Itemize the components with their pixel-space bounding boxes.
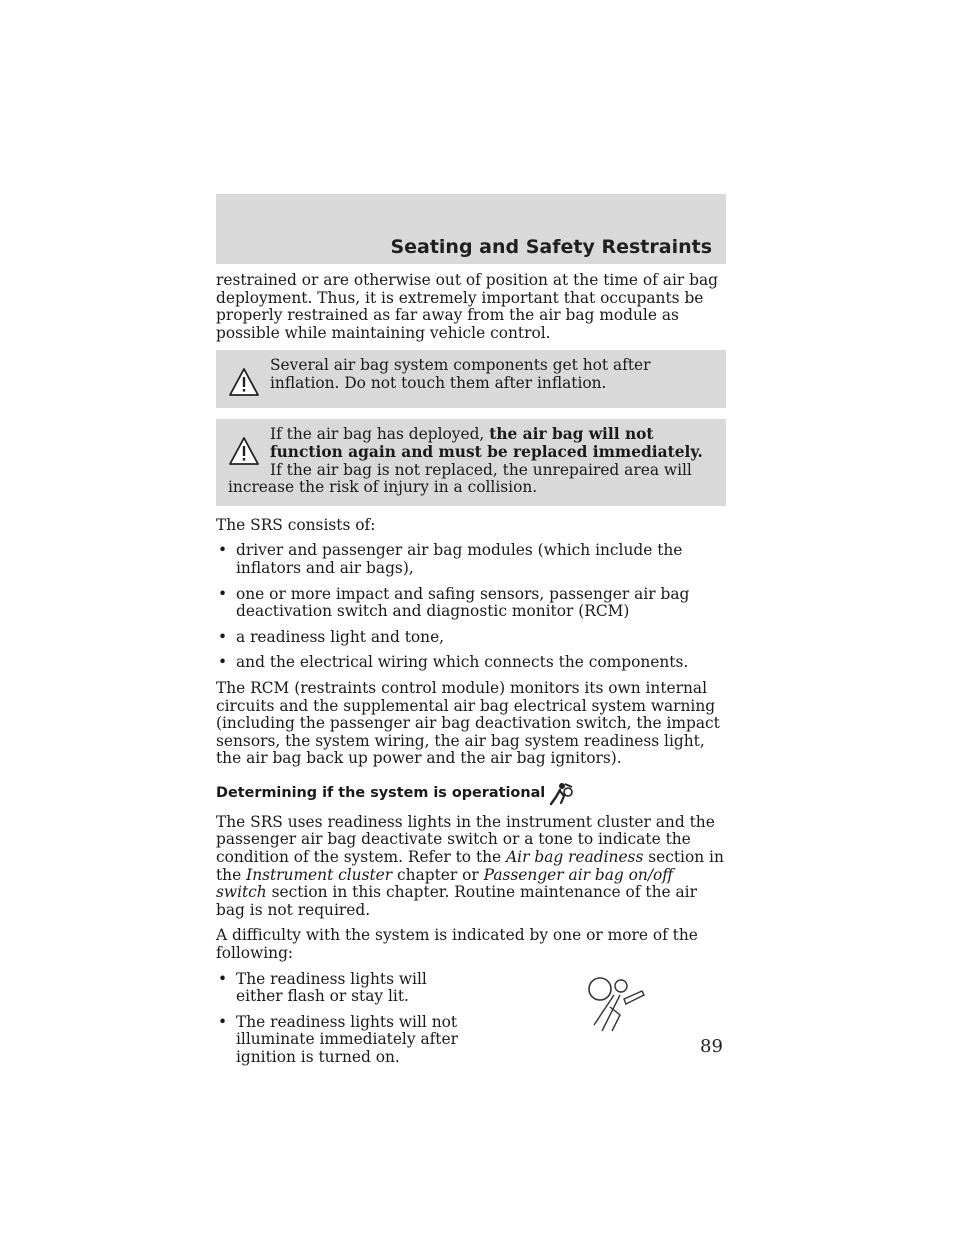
operational-paragraph [216, 814, 726, 920]
list-item: • and the electrical wiring which connects the components. [216, 654, 726, 672]
warning-triangle-icon [228, 436, 260, 466]
crossref-instrument-cluster: Instrument cluster [246, 865, 393, 884]
rcm-paragraph: The RCM (restraints control module) monitors its own internal circuits and the supplemental air bag electrical system warning (including the passenger air bag deactivation switch, the impact sensors, the system wiring, the air bag system readiness light, the air bag back up power and the air bag ignitors). [216, 678, 720, 768]
page-number: 89 [700, 1036, 723, 1057]
text-part: chapter or [392, 865, 484, 884]
airbag-illustration-icon [576, 975, 656, 1035]
warning-text-part: If the air bag has deployed, [270, 425, 490, 444]
warning-triangle-icon [228, 367, 260, 397]
crossref-passenger-switch: Passenger air bag on/off switch [216, 865, 674, 902]
text-part: section in the [216, 848, 724, 884]
srs-components-list [216, 542, 726, 672]
warning-box-hot-components [216, 350, 726, 408]
crossref-airbag-readiness: Air bag readiness [506, 848, 644, 867]
text-part: The SRS uses readiness lights in the instrument cluster and the passenger air bag deactivate switch or a tone to indicate the condition of the system. Refer to the [216, 812, 715, 867]
page-content [216, 272, 726, 1075]
list-item: • one or more impact and safing sensors, passenger air bag deactivation switch and diagnostic monitor (RCM) [216, 586, 726, 621]
difficulty-section [216, 971, 726, 1067]
section-heading [216, 782, 726, 806]
section-heading-text: Determining if the system is operational [216, 785, 546, 802]
list-item: • a readiness light and tone, [216, 629, 726, 647]
warning-text-part: If the air bag is not replaced, the unrepaired area will increase the risk of injury in a collision. [228, 460, 692, 497]
list-item: • The readiness lights will not illuminate immediately after ignition is turned on. [216, 1014, 466, 1067]
airbag-icon [548, 782, 574, 806]
list-item: • driver and passenger air bag modules (which include the inflators and air bags), [216, 542, 726, 577]
warning-box-deployed [216, 419, 726, 505]
srs-intro: The SRS consists of: [216, 515, 376, 534]
warning-text-deployed [228, 426, 716, 496]
chapter-header [216, 194, 726, 264]
warning-text-bold: the air bag will not function again and must be replaced immediately. [270, 425, 703, 461]
chapter-title: Seating and Safety Restraints [390, 236, 712, 258]
list-item: • The readiness lights will either flash or stay lit. [216, 971, 466, 1006]
warning-text-hot: Several air bag system components get hot after inflation. Do not touch them after inflation. [270, 356, 651, 392]
difficulty-intro: A difficulty with the system is indicated by one or more of the following: [216, 926, 698, 963]
text-part: section in this chapter. Routine maintenance of the air bag is not required. [216, 883, 697, 919]
intro-paragraph: restrained or are otherwise out of position at the time of air bag deployment. Thus, it is extremely important that occupants be properly restrained as far away from the air bag module as possible while maintaining vehicle control. [216, 271, 718, 342]
